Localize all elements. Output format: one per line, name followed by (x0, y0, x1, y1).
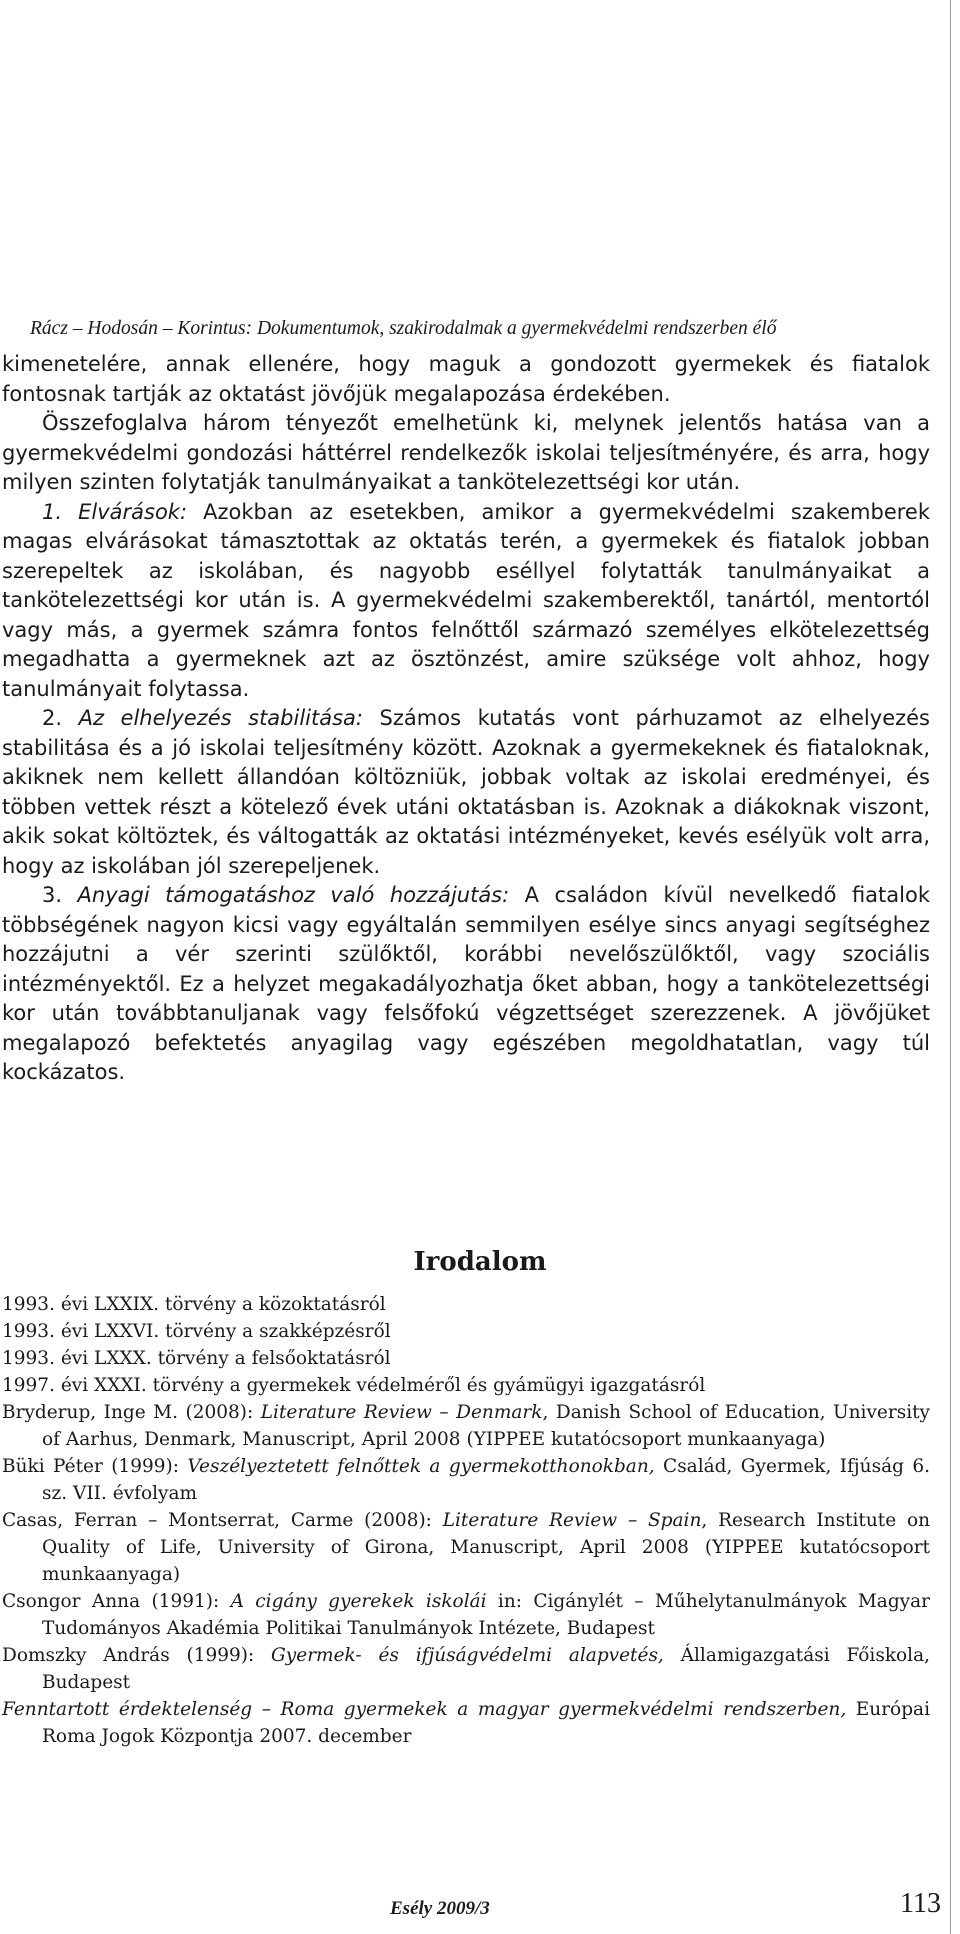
reference-list (2, 1291, 930, 1750)
reference-author: Casas, Ferran – Montserrat, Carme (2008): (2, 1510, 443, 1531)
list-item-text: A családon kívül nevelkedő fiatalok többségének nagyon kicsi vagy egyáltalán semmilyen esélye sincs anyagi segítséghez hozzájutni a vér szerinti szülőktől, korábbi nevelőszülőktől, vagy szociális intézményektől. Ez a helyzet megakadályozhatja őket abban, hogy a tankötelezettségi kor után továbbtanuljanak vagy felsőfokú végzettséget szerezzenek. A jövőjüket megalapozó befektetés anyagilag vagy egészében megoldhatatlan, vagy túl kockázatos. (2, 883, 930, 1084)
reference-item (2, 1453, 930, 1507)
reference-item (2, 1696, 930, 1750)
list-item-number: 3. (42, 883, 78, 907)
page-number: 113 (900, 1888, 941, 1919)
reference-item (2, 1642, 930, 1696)
reference-details: Államigazgatási Főiskola, Budapest (42, 1645, 931, 1693)
list-item-number: 2. (42, 706, 79, 730)
reference-title: A cigány gyerekek iskolái (230, 1591, 487, 1612)
reference-item (2, 1399, 930, 1453)
reference-item: 1993. évi LXXIX. törvény a közoktatásról (2, 1294, 386, 1315)
reference-details: in: Cigánylét – Műhelytanulmányok Magyar Tudományos Akadémia Politikai Tanulmányok Intézete, Budapest (42, 1591, 931, 1639)
list-item-placement-stability (2, 704, 930, 881)
reference-item: 1997. évi XXXI. törvény a gyermekek védelméről és gyámügyi igazgatásról (2, 1375, 706, 1396)
reference-author: Domszky András (1999): (2, 1645, 272, 1666)
paragraph-2: Összefoglalva három tényezőt emelhetünk ki, melynek jelentős hatása van a gyermekvédelmi gondozási háttérrel rendelkezők iskolai teljesítményére, és arra, hogy milyen szinten folytatják tanulmányaikat a tankötelezettségi kor után. (2, 411, 930, 494)
reference-author: Büki Péter (1999): (2, 1456, 188, 1477)
footer-journal: Esély 2009/3 (390, 1898, 490, 1919)
page-edge-rule (950, 0, 951, 1934)
list-item-label: 1. Elvárások: (42, 499, 188, 524)
reference-title: Veszélyeztetett felnőttek a gyermekotthonokban, (187, 1456, 655, 1477)
reference-details: Európai Roma Jogok Központja 2007. december (42, 1699, 930, 1747)
list-item-label: Anyagi támogatáshoz való hozzájutás: (77, 883, 510, 907)
reference-title: Gyermek- és ifjúságvédelmi alapvetés, (271, 1645, 664, 1666)
reference-details: Család, Gyermek, Ifjúság 6. sz. VII. évfolyam (42, 1456, 930, 1504)
list-item-text: Azokban az esetekben, amikor a gyermekvédelmi szakemberek magas elvárásokat támasztottak az oktatás terén, a gyermekek és fiatalok jobban szerepeltek az iskolában, és nagyobb eséllyel folytatták tanulmányaikat a tankötelezettségi kor után is. A gyermekvédelmi szakemberektől, tanártól, mentortól vagy más, a gyermek számra fontos felnőttől származó személyes elkötelezettség megadhatta a gyermeknek azt az ösztönzést, amire szüksége volt ahhoz, hogy tanulmányait folytassa. (2, 499, 930, 701)
reference-title: Literature Review – Spain (442, 1510, 702, 1531)
reference-title: Literature Review – Denmark (260, 1402, 543, 1423)
list-item-label: Az elhelyezés stabilitása: (78, 706, 363, 730)
reference-item: 1993. évi LXXX. törvény a felsőoktatásról (2, 1348, 391, 1369)
reference-details: , Danish School of Education, University of Aarhus, Denmark, Manuscript, April 2008 (YIPPEE kutatócsoport munkaanyaga) (42, 1402, 931, 1450)
reference-author: Csongor Anna (1991): (2, 1591, 231, 1612)
paragraph-1: kimenetelére, annak ellenére, hogy maguk a gondozott gyermekek és fiatalok fontosnak tartják az oktatást jövőjük megalapozása érdekében. (2, 352, 930, 406)
list-item-financial-support (2, 881, 930, 1088)
reference-author: Bryderup, Inge M. (2008): (2, 1402, 261, 1423)
reference-details: , Research Institute on Quality of Life, University of Girona, Manuscript, April 2008 (YIPPEE kutatócsoport munkaanyaga) (42, 1510, 930, 1585)
reference-item (2, 1507, 930, 1588)
running-head: Rácz – Hodosán – Korintus: Dokumentumok, szakirodalmak a gyermekvédelmi rendszerben élő (30, 318, 777, 339)
list-item-expectations (2, 498, 930, 705)
reference-item (2, 1588, 930, 1642)
list-item-text: Számos kutatás vont párhuzamot az elhelyezés stabilitása és a jó iskolai teljesítmény között. Azoknak a gyermekeknek és fiataloknak, akiknek nem kellett állandóan költözniük, jobbak voltak az iskolai eredményei, és többen vettek részt a kötelező évek utáni oktatásban is. Azoknak a diákoknak viszont, akik sokat költöztek, és váltogatták az oktatási intézményeket, kevés esélyük volt arra, hogy az iskolában jól szerepeljenek. (2, 706, 931, 878)
references-heading: Irodalom (413, 1247, 547, 1277)
body-text (2, 350, 930, 1088)
reference-item: 1993. évi LXXVI. törvény a szakképzésről (2, 1321, 391, 1342)
reference-title: Fenntartott érdektelenség – Roma gyermekek a magyar gyermekvédelmi rendszerben, (2, 1699, 847, 1720)
